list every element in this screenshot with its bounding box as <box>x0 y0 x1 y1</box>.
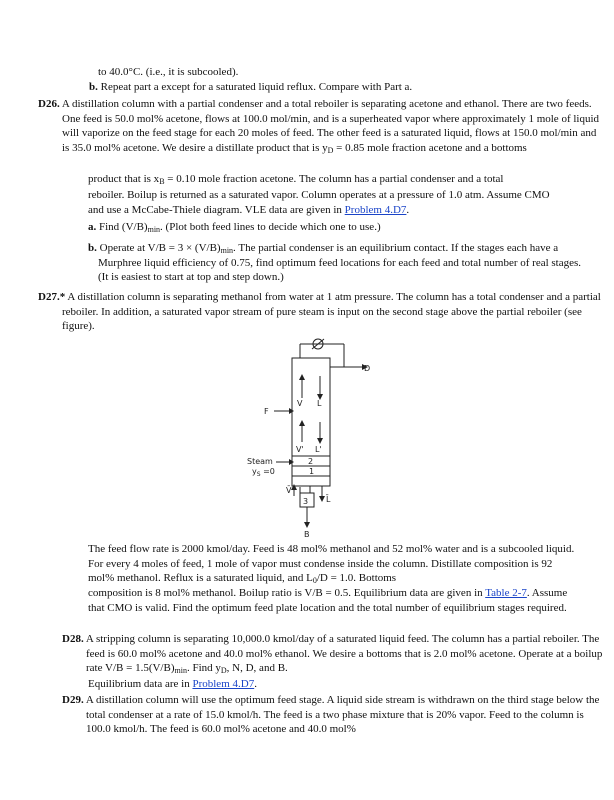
part-b-previous: b. Repeat part a except for a saturated liquid reflux. Compare with Part a. <box>89 81 413 93</box>
fig-stage-2: 2 <box>308 457 314 466</box>
column-diagram <box>240 336 375 541</box>
problem-d27-label: D27.* <box>38 291 66 303</box>
fig-label-b: B <box>304 530 310 539</box>
fig-label-d: D <box>364 364 371 373</box>
fig-label-steam: Steam <box>247 457 273 466</box>
continued-line: to 40.0°C. (i.e., it is subcooled). <box>98 66 239 78</box>
fig-label-l: L <box>317 399 322 408</box>
fig-label-v: V <box>297 399 303 408</box>
fig-label-f: F <box>264 407 269 416</box>
problem-d26-cont-2: reboiler. Boilup is returned as a saturated vapor. Column operates at a pressure of 1.0 atm. Assume CMO and use a McCabe-Thiele diagram. VLE data are given in Problem 4.D7. <box>88 189 550 216</box>
fig-stage-1: 1 <box>309 467 315 476</box>
problem-d28-label: D28. <box>62 633 84 645</box>
fig-label-vbar: V̄ <box>286 486 292 495</box>
problem-d26-part-a: a. Find $(V/B)_{min}$. (Plot both feed lines to decide which one to use.) <box>88 221 381 234</box>
problem-d29-label: D29. <box>62 694 84 706</box>
problem-d26-cont-1: product that is $x_B = 0.10$ mole fraction acetone. The column has a partial condenser and a total <box>88 173 504 186</box>
fig-label-lbar: L̄ <box>326 495 331 504</box>
fig-label-ys: $y_S =0$ <box>252 467 275 478</box>
link-problem-4d7[interactable]: Problem 4.D7 <box>344 203 407 216</box>
problem-d28-cont: Equilibrium data are in Problem 4.D7. <box>88 678 257 690</box>
problem-d27-body-2: composition is 8 mol% methanol. Boilup ratio is V/B = 0.5. Equilibrium data are given in Table 2-7. Assume that CMO is valid. Find the optimum feed plate location and the total number of equilibrium stages required. <box>88 587 568 614</box>
fig-label-lprime: L' <box>315 445 322 454</box>
distillation-column-figure <box>240 336 375 541</box>
link-problem-4d7-2[interactable]: Problem 4.D7 <box>192 678 255 690</box>
problem-d26-part-b: b. Operate at $V/B = 3 \times (V/B)_{min}$. The partial condenser is an equilibrium contact. If the stages each have a Murphree liquid efficiency of 0.75, find optimum feed locations for each feed and total number of real stages. (It is easiest to start at top and step down.) <box>88 242 582 284</box>
problem-d27-statement: D27.* A distillation column is separating methanol from water at 1 atm pressure. The column has a total condenser and a partial reboiler. In addition, a saturated vapor stream of pure steam is input on the second stage above the partial reboiler (see figure). <box>38 291 601 333</box>
problem-d27-body-1: The feed flow rate is 2000 kmol/day. Feed is 48 mol% methanol and 52 mol% water and is a subcooled liquid. For every 4 moles of feed, 1 mole of vapor must condense inside the column. Distillate composition is 92 mol% methanol. Reflux is a saturated liquid, and $L_0/D = 1.0$. Bottoms <box>88 543 575 586</box>
problem-d29-statement: D29. A distillation column will use the optimum feed stage. A liquid side stream is withdrawn on the third stage below the total condenser at a rate of 15.0 kmol/h. The feed is a two phase mixture that is 20% vapor. Feed to the column is 100.0 kmol/h. The feed is 60.0 mol% acetone and 40.0 mol% <box>62 694 600 736</box>
fig-stage-3: 3 <box>303 497 309 506</box>
fig-label-vprime: V' <box>296 445 304 454</box>
problem-d26-label: D26. <box>38 98 60 110</box>
problem-d26-statement: D26. A distillation column with a partial condenser and a total reboiler is separating acetone and ethanol. There are two feeds. One feed is 50.0 mol% acetone, flows at 100.0 mol/min, and is a superheated vapor where approximately 1 mole of liquid will vaporize on the feed stage for each 20 moles of feed. The other feed is a saturated liquid, flows at 150.0 mol/min and is 35.0 mol% acetone. We desire a distillate product that is $y_D = 0.85$ mole fraction acetone and a bottoms <box>38 98 600 155</box>
link-table-2-7[interactable]: Table 2-7 <box>485 587 527 599</box>
problem-d28-statement: D28. A stripping column is separating 10,000.0 kmol/day of a saturated liquid feed. The column has a partial reboiler. The feed is 60.0 mol% acetone and 40.0 mol% ethanol. We desire a bottoms that is 2.0 mol% acetone. Operate at a boilup rate $V/B = 1.5(V/B)_{min}$. Find $y_D$, N, D, and B. <box>62 633 603 676</box>
